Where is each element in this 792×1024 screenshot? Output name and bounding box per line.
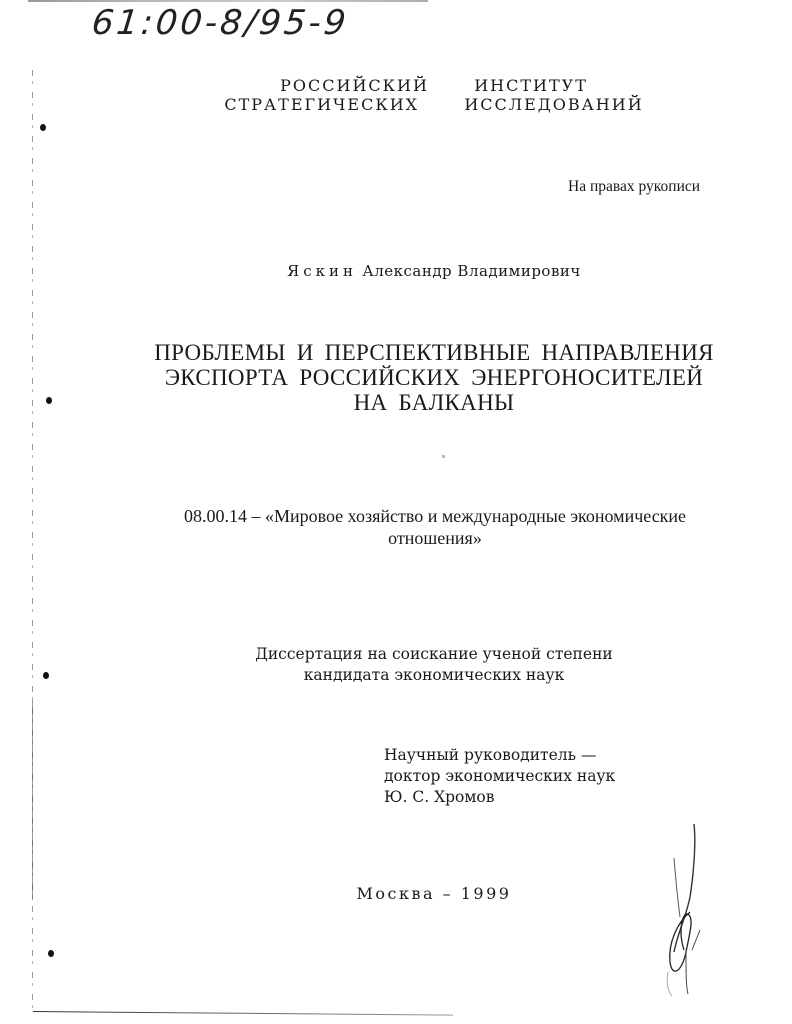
institute-name (0, 76, 792, 114)
bottom-margin-rule (33, 1011, 453, 1016)
degree-line-2: кандидата экономических наук (303, 666, 565, 684)
title-line-2: ЭКСПОРТА РОССИЙСКИХ ЭНЕРГОНОСИТЕЛЕЙ (164, 365, 704, 390)
degree-statement (0, 644, 792, 686)
advisor-line-1: Научный руководитель — (384, 746, 597, 764)
dissertation-title (0, 340, 792, 415)
scan-top-edge-line (28, 0, 428, 2)
author-given-names: Александр Владимирович (362, 262, 581, 280)
handwritten-archive-number: 61:00-8/95-9 (89, 3, 351, 43)
advisor-line-3: Ю. С. Хромов (384, 788, 495, 806)
author-surname: Яскин (287, 262, 358, 280)
institute-name-line-2: СТРАТЕГИЧЕСКИХ ИССЛЕДОВАНИЙ (224, 95, 644, 114)
title-line-1: ПРОБЛЕМЫ И ПЕРСПЕКТИВНЫЕ НАПРАВЛЕНИЯ (154, 340, 714, 365)
margin-bullet-mark (48, 950, 54, 957)
margin-bullet-mark (40, 124, 46, 131)
institute-name-line-1: РОССИЙСКИЙ ИНСТИТУТ (280, 76, 588, 95)
scientific-advisor (384, 745, 615, 808)
manuscript-rights-note: На правах рукописи (568, 178, 701, 195)
advisor-line-2: доктор экономических наук (384, 767, 616, 785)
left-margin-rule-dark-segment (32, 700, 33, 900)
place-and-year: Москва – 1999 (356, 884, 512, 903)
handwritten-signature-icon (660, 822, 720, 1002)
degree-line-1: Диссертация на соискание ученой степени (255, 645, 613, 663)
author-name (0, 262, 792, 280)
scan-speck (442, 455, 445, 458)
specialty-code (140, 505, 730, 549)
specialty-line-1: 08.00.14 – «Мировое хозяйство и международные экономические (183, 506, 687, 526)
title-line-3: НА БАЛКАНЫ (353, 390, 515, 415)
specialty-line-2: отношения» (388, 528, 482, 548)
